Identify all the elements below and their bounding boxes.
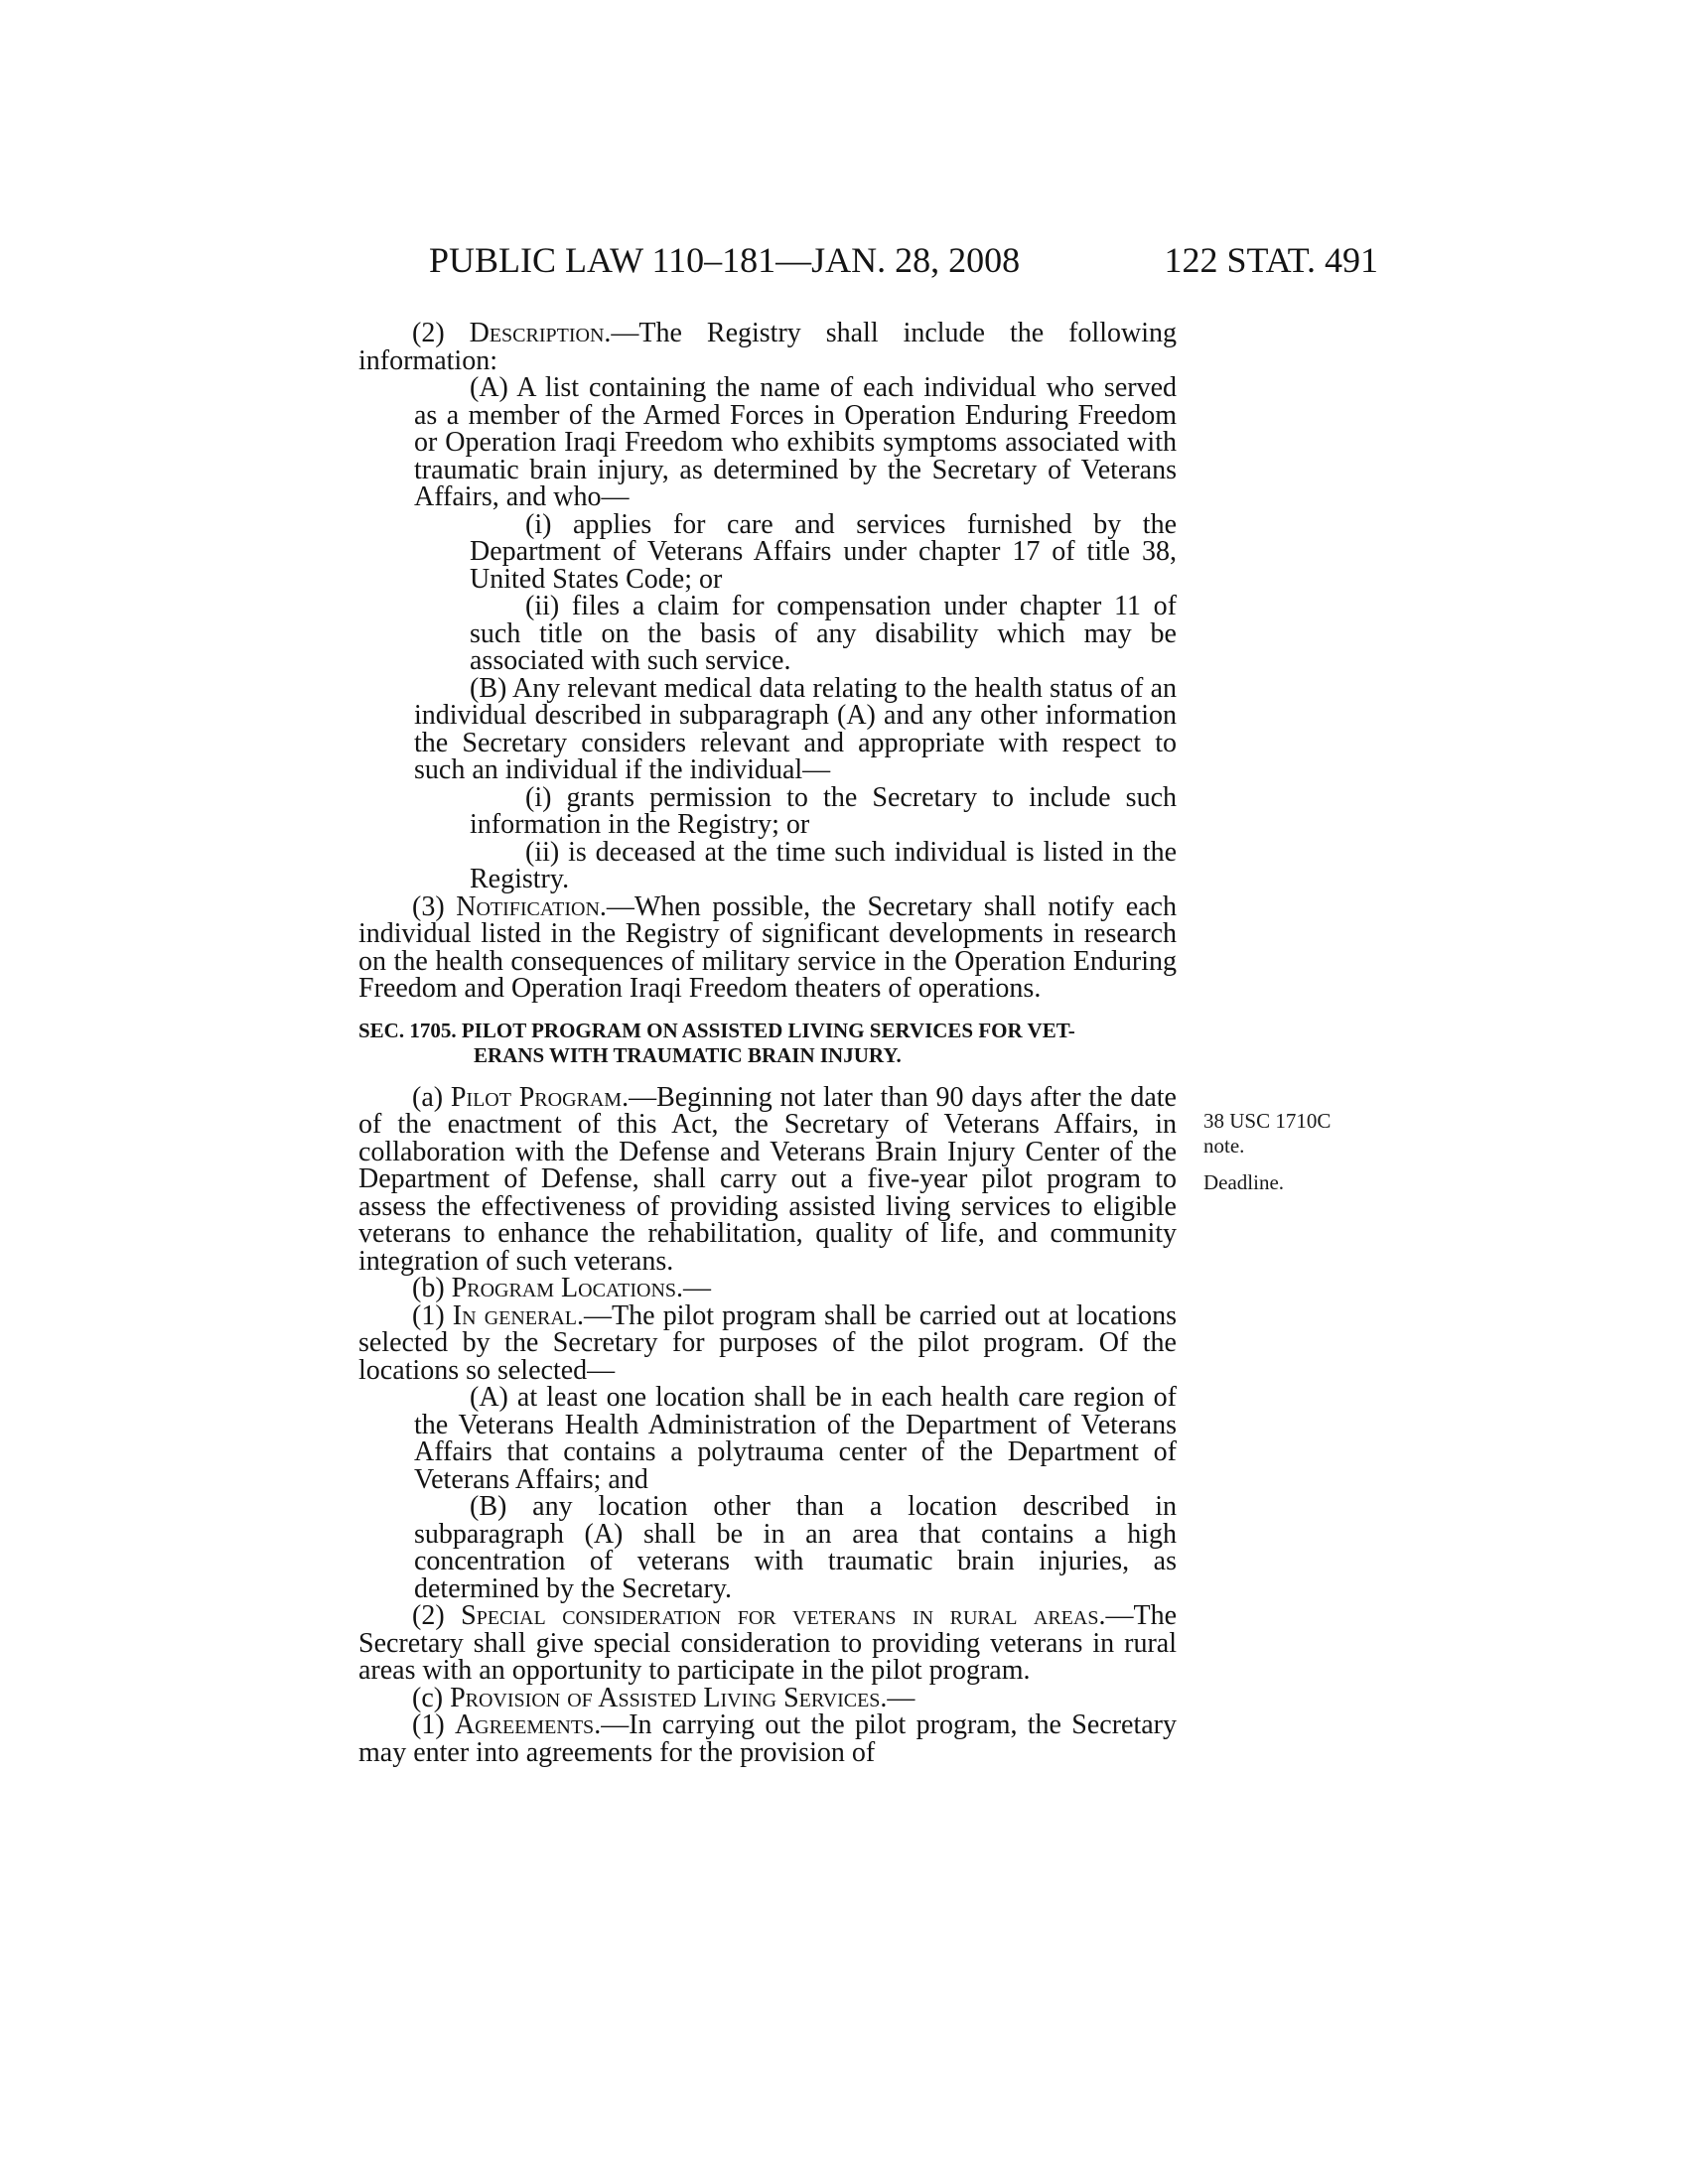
margin-note-usc: 38 USC 1710C note. — [1203, 1109, 1332, 1158]
running-head-title: PUBLIC LAW 110–181—JAN. 28, 2008 — [429, 240, 1021, 280]
page-number: 122 STAT. 491 — [1164, 240, 1378, 280]
subparagraph-b1-A: (A) at least one location shall be in each health care region of the Veterans Health Administration of the Department of Veterans Affairs that contains a polytrauma center of the Department of Veterans Affairs; and — [414, 1382, 1177, 1495]
clause-A-i: (i) applies for care and services furnished by the Department of Veterans Affairs under chapter 17 of title 38, United States Code; or — [470, 508, 1177, 595]
subparagraph-b1-B: (B) any location other than a location described in subparagraph (A) shall be in an area that contains a high concentration of veterans with traumatic brain injuries, as determined by the Secretary. — [414, 1491, 1177, 1604]
paragraph-b2-rural-areas: (2) Special consideration for veterans in rural areas.—The Secretary shall give special consideration to providing veterans in rural areas with an opportunity to participate in the pilot program. — [358, 1600, 1177, 1686]
section-heading-1705: SEC. 1705. PILOT PROGRAM ON ASSISTED LIVING SERVICES FOR VET- ERANS WITH TRAUMATIC BRAIN INJURY. — [358, 1018, 1075, 1067]
body-text — [358, 320, 1177, 1766]
clause-A-ii: (ii) files a claim for compensation under chapter 11 of such title on the basis of any disability which may be associated with such service. — [470, 591, 1177, 676]
subparagraph-A: (A) A list containing the name of each individual who served as a member of the Armed Forces in Operation Enduring Freedom or Operation Iraqi Freedom who exhibits symptoms associated with traumatic brain injury, as determined by the Secretary of Veterans Affairs, and who— — [414, 372, 1177, 512]
subsection-c-assisted-living: (c) Provision of Assisted Living Services.— — [412, 1682, 915, 1713]
clause-B-ii: (ii) is deceased at the time such individual is listed in the Registry. — [470, 836, 1177, 894]
paragraph-3-notification: (3) Notification.—When possible, the Secretary shall notify each individual listed in the Registry of significant developments in research on the health consequences of military service in the Operation Enduring Freedom and Operation Iraqi Freedom theaters of operations. — [358, 890, 1177, 1004]
margin-note-deadline: Deadline. — [1203, 1170, 1285, 1194]
subsection-a-pilot-program: (a) Pilot Program.—Beginning not later than 90 days after the date of the enactment of this Act, the Secretary of Veterans Affairs, in collaboration with the Defense and Veterans Brain Injury Center of the Department of Defense, shall carry out a five-year pilot program to assess the effectiveness of providing assisted living services to eligible veterans to enhance the rehabilitation, quality of life, and community integration of such veterans. — [358, 1081, 1177, 1277]
subparagraph-B: (B) Any relevant medical data relating to the health status of an individual described in subparagraph (A) and any other information the Secretary considers relevant and appropriate with respect to such an individual if the individual— — [414, 672, 1177, 785]
subsection-b-program-locations: (b) Program Locations.— — [412, 1273, 712, 1303]
paragraph-c1-agreements: (1) Agreements.—In carrying out the pilot program, the Secretary may enter into agreements for the provision of — [358, 1709, 1177, 1768]
paragraph-b1-in-general: (1) In general.—The pilot program shall be carried out at locations selected by the Secretary for purposes of the pilot program. Of the locations so selected— — [358, 1299, 1177, 1386]
paragraph-2-description: (2) Description.—The Registry shall include the following information: — [358, 318, 1177, 376]
clause-B-i: (i) grants permission to the Secretary to include such information in the Registry; or — [470, 781, 1177, 840]
page-header — [429, 234, 1378, 286]
